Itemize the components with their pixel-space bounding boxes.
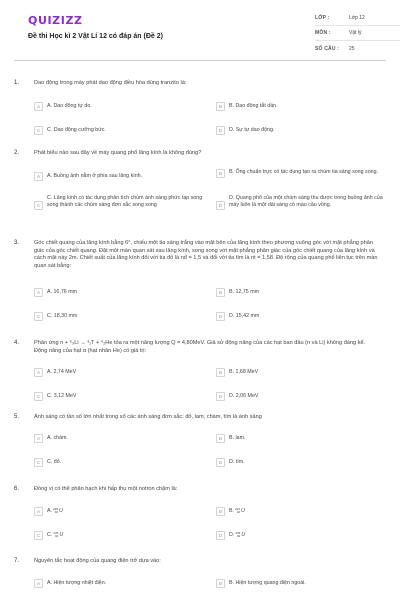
option-text: A. 16,76 mm [47, 289, 78, 295]
option-a[interactable] [34, 579, 204, 588]
question-number: 7. [14, 558, 20, 564]
option-letter-box: A [34, 434, 43, 443]
option-d[interactable] [216, 312, 386, 321]
question-number: 1. [14, 80, 20, 86]
question-2 [14, 150, 386, 230]
question-text: Nguyên tắc hoạt động của quang điện trở dựa vào: [34, 558, 161, 564]
option-letter-box: C [34, 458, 43, 467]
option-letter-box: C [34, 201, 43, 210]
option-letter-box: A [34, 507, 43, 516]
option-letter-box: C [34, 392, 43, 401]
option-letter-box: B [216, 288, 225, 297]
mass-number: 238 [53, 507, 59, 511]
option-text: A. Dao động tự do. [47, 103, 92, 109]
option-letter-box: C [34, 126, 43, 135]
option-letter-box: B [216, 169, 225, 178]
option-c[interactable] [34, 531, 204, 540]
option-a[interactable] [34, 434, 204, 443]
meta-value: Vật lý [349, 30, 362, 36]
option-letter-box: D [216, 201, 225, 210]
option-b[interactable] [216, 579, 386, 588]
option-text: C. Dao động cưỡng bức. [47, 127, 106, 133]
question-text: Ánh sáng có tần số lớn nhất trong số các ánh sáng đơn sắc: đỏ, lam, chàm, tím là ánh sáng [34, 414, 262, 420]
question-4 [14, 340, 386, 412]
question-number: 5. [14, 414, 20, 420]
option-text: D. 2,06 MeV [229, 393, 259, 399]
meta-value: Lớp 12 [349, 15, 365, 21]
option-a[interactable] [34, 507, 204, 516]
option-text: C. Lăng kính có tác dụng phân tích chùm ánh sáng phức tạp song song thành các chùm sáng đơn sắc song song [47, 195, 203, 208]
option-d[interactable] [216, 195, 386, 210]
option-text: A. Hiện tượng nhiệt điện. [47, 580, 107, 586]
question-number: 6. [14, 486, 20, 492]
meta-label: SỐ CÂU : [315, 45, 340, 52]
isotope-numbers [53, 532, 58, 539]
option-b[interactable] [216, 368, 386, 377]
option-text: B. Ống chuẩn trực có tác dụng tạo ra chùm tia sáng song song. [229, 169, 379, 175]
question-number: 4. [14, 340, 20, 346]
header-divider [14, 60, 386, 61]
atomic-number: 92 [54, 534, 59, 539]
option-letter-box: D [216, 531, 225, 540]
option-prefix: B. [229, 508, 235, 515]
option-a[interactable] [34, 102, 204, 111]
mass-number: 234 [235, 507, 241, 511]
element-symbol: U [241, 508, 245, 515]
option-b[interactable] [216, 288, 386, 297]
option-text: C. 3,12 MeV [47, 393, 77, 399]
option-letter-box: A [34, 172, 43, 181]
atomic-number: 92 [54, 510, 59, 515]
meta-row-count [315, 41, 400, 56]
question-1 [14, 80, 386, 140]
question-3 [14, 240, 386, 336]
question-7 [14, 558, 386, 592]
isotope-numbers [53, 508, 58, 515]
option-a[interactable] [34, 172, 204, 181]
option-b[interactable] [216, 102, 386, 111]
option-letter-box: C [34, 531, 43, 540]
option-text: D. 15,42 mm [229, 313, 260, 319]
option-b[interactable] [216, 507, 386, 516]
option-letter-box: D [216, 312, 225, 321]
isotope-label [229, 507, 245, 515]
option-letter-box: A [34, 102, 43, 111]
element-symbol: U [59, 532, 64, 539]
option-text: A. chàm. [47, 435, 68, 441]
option-a[interactable] [34, 288, 204, 297]
option-letter-box: D [216, 126, 225, 135]
option-letter-box: B [216, 507, 225, 516]
option-d[interactable] [216, 458, 386, 467]
option-text: B. lam. [229, 435, 246, 441]
option-text: B. Hiện tượng quang điện ngoài. [229, 580, 306, 586]
option-letter-box: B [216, 102, 225, 111]
meta-row-class [315, 11, 400, 26]
option-text: D. tím. [229, 459, 245, 465]
option-letter-box: B [216, 579, 225, 588]
option-c[interactable] [34, 392, 204, 401]
question-text: Phát biểu nào sau đây về máy quang phổ lăng kính là không đúng? [34, 150, 202, 156]
option-prefix: A. [47, 508, 53, 515]
header [14, 0, 386, 58]
option-b[interactable] [216, 169, 386, 178]
option-letter-box: C [34, 312, 43, 321]
question-text: Dao động trong máy phát dao động điều hòa dùng tranzito là: [34, 80, 187, 86]
meta-value: 25 [349, 45, 355, 52]
option-text: B. Dao động tắt dần. [229, 103, 278, 109]
option-text: A. Buồng ảnh nằm ở phía sau lăng kính. [47, 173, 143, 179]
atomic-number: 92 [236, 510, 241, 515]
meta-label: MÔN : [315, 30, 331, 36]
option-d[interactable] [216, 126, 386, 135]
meta-table [315, 11, 400, 56]
element-symbol: U [59, 508, 63, 515]
option-text: D. Quang phổ của một chùm sáng thu được trong buồng ảnh của máy luôn là một dải sáng có màu cầu vồng. [229, 195, 383, 208]
question-5 [14, 414, 386, 476]
question-6 [14, 486, 386, 548]
option-c[interactable] [34, 458, 204, 467]
option-d[interactable] [216, 531, 386, 540]
option-text: C. đỏ. [47, 459, 62, 465]
isotope-label [47, 507, 63, 515]
option-c[interactable] [34, 195, 204, 210]
option-letter-box: A [34, 288, 43, 297]
question-text: Góc chiết quang của lăng kính bằng 6°, chiếu một tia sáng trắng vào mặt bên của lăng kính theo phương vuông góc với mặt phẳng phân giác của góc chiết quang. Đặt một màn quan sát sau lăng kính, song song với mặt phẳng phân giác của góc chiết quang của lăng kính và cách mặt này 2m. Chiết suất của lăng kính đối với tia đỏ là nđ = 1,5 và đối với tia tím là nt = 1,58. Độ rộng của quang phổ liên tục trên màn quan sát bằng: [34, 240, 378, 269]
option-text: C. 18,30 mm [47, 313, 78, 319]
option-c[interactable] [34, 312, 204, 321]
isotope-numbers [235, 532, 240, 539]
isotope-label [229, 531, 245, 539]
question-number: 2. [14, 150, 20, 156]
isotope-numbers [235, 508, 240, 515]
option-letter-box: B [216, 434, 225, 443]
atomic-number: 92 [236, 534, 241, 539]
question-number: 3. [14, 240, 20, 246]
option-a[interactable] [34, 368, 204, 377]
mass-number: 239 [235, 531, 241, 535]
option-text: B. 1,68 MeV [229, 369, 259, 375]
option-letter-box: A [34, 579, 43, 588]
question-text: Đồng vị có thể phân hạch khi hấp thụ một notron chậm là: [34, 486, 178, 492]
isotope-label [47, 531, 63, 539]
option-text: B. 12,75 mm [229, 289, 260, 295]
meta-row-subject [315, 26, 400, 41]
option-b[interactable] [216, 434, 386, 443]
option-d[interactable] [216, 392, 386, 401]
option-letter-box: D [216, 458, 225, 467]
option-prefix: D. [229, 532, 235, 539]
meta-label: LỚP : [315, 15, 330, 21]
option-letter-box: B [216, 368, 225, 377]
mass-number: 235 [53, 531, 59, 535]
option-text: A. 2,74 MeV [47, 369, 77, 375]
option-prefix: C. [47, 532, 53, 539]
option-letter-box: D [216, 392, 225, 401]
option-text: D. Sự tự dao động. [229, 127, 275, 133]
quizizz-logo: QUIZIZZ [28, 14, 83, 27]
document-title: Đề thi Học kì 2 Vật Lí 12 có đáp án (Đề 2) [28, 33, 163, 40]
element-symbol: U [241, 532, 246, 539]
option-letter-box: A [34, 368, 43, 377]
question-text: Phản ứng n + ⁶₃Li → ³₁T + ⁴₂He tỏa ra một năng lượng Q = 4,80MeV. Giả sử động năng của các hạt ban đầu (n và Li) không đáng kể. Động năng của hạt α (hạt nhân He) có giá trị: [34, 340, 366, 354]
option-c[interactable] [34, 126, 204, 135]
